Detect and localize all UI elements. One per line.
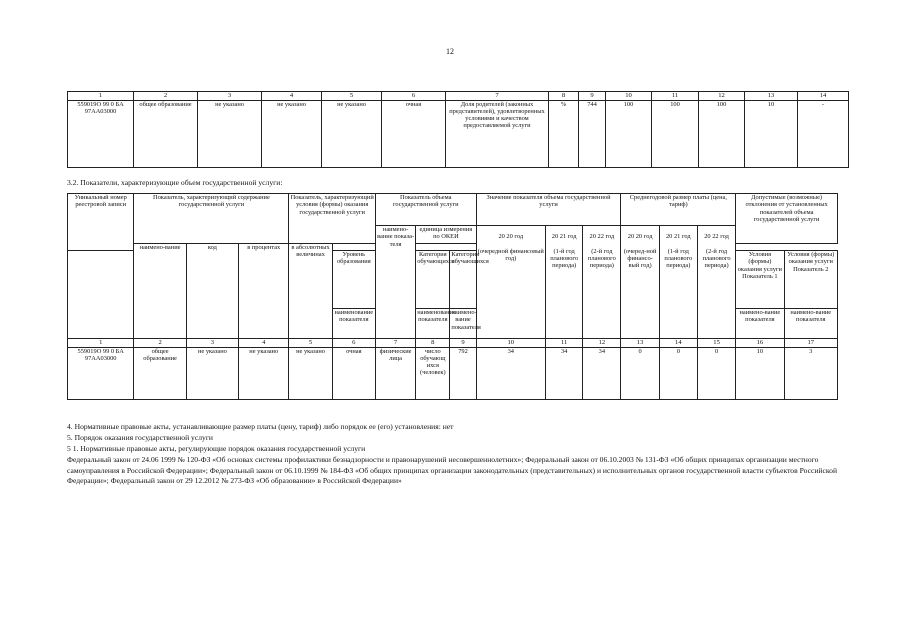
column-number: 5: [289, 339, 332, 348]
column-number: 3: [186, 339, 238, 348]
table-cell: 0: [697, 347, 735, 399]
column-number: 9: [579, 92, 606, 101]
table-cell: Доля родителей (законных представителей), удовлетворенных условиями и качеством предоставляемой услуги: [446, 100, 549, 167]
column-number: 13: [745, 92, 798, 101]
table-cell: общее образование: [134, 347, 186, 399]
header-okei-unit: единица измерения по ОКЕИ: [416, 226, 476, 244]
table-cell: не указано: [186, 347, 238, 399]
column-number: 4: [262, 92, 322, 101]
header-allowed-deviation: Допустимые (возможные) отклонения от установленных показателей объема государственной услуги: [736, 194, 838, 244]
legal-acts-paragraph: Федеральный закон от 24.06 1999 № 120-ФЗ «Об основах системы профилактики безнадзорности и правонарушений несовершеннолетних»; Федеральный закон от 06.10.2003 № 131-ФЗ «Об общих принципах организации местного самоуправления в Российской Федерации»; Федеральный закон от 06.10.1999 № 184-ФЗ «Об общих принципах организации законодательных (представительных) и исполнительных органов государственной власти субъектов Российской Федерации»; Федеральный закон от 29 12.2012 № 273-ФЗ «Об образовании» в Российской Федерации»: [67, 455, 838, 486]
header-content-indicator: Показатель, характеризующий содержание государственной услуги: [134, 194, 289, 244]
table-cell: 792: [450, 347, 476, 399]
header-deviation-absolute: в абсолютных величинах: [289, 244, 332, 339]
header-education-level: Уровень образования: [332, 251, 375, 309]
column-number: 6: [332, 339, 375, 348]
table-cell: 100: [652, 100, 699, 167]
column-number: 14: [659, 339, 697, 348]
section-5-heading: 5. Порядок оказания государственной услуги: [67, 433, 213, 442]
quality-indicators-table: [67, 91, 849, 168]
header-indicator-name-sub: наимено-вание показателя: [450, 309, 476, 339]
column-number: 11: [652, 92, 699, 101]
column-number: 10: [606, 92, 652, 101]
header-unique-number: Уникальный номер реестровой записи: [68, 194, 134, 251]
header-average-price: Среднегодовой размер платы (цена, тариф): [621, 194, 736, 226]
table-cell: не указано: [198, 100, 262, 167]
column-number: 8: [416, 339, 450, 348]
header-indicator-name-sub: наименование показателя: [416, 309, 450, 339]
header-unit-code: код: [186, 244, 238, 339]
table-cell: 559019О 99 0 БА 97АА03000: [68, 347, 134, 399]
header-student-category: Категория обучающихся: [416, 251, 450, 309]
table-cell: 10: [736, 347, 784, 399]
table-cell: 3: [784, 347, 837, 399]
table-cell: 34: [546, 347, 583, 399]
table-cell: 0: [659, 347, 697, 399]
column-number: 7: [446, 92, 549, 101]
header-volume-indicator: Показатель объема государственной услуги: [375, 194, 476, 226]
table-cell: 744: [579, 100, 606, 167]
header-price-year-2020: 20 20 год (очеред-ной финансо-вый год): [621, 226, 659, 339]
header-indicator-name: наимено-вание показа-теля: [375, 226, 415, 339]
table-cell: не указано: [289, 347, 332, 399]
table-cell: не указано: [322, 100, 382, 167]
header-empty: [68, 251, 134, 339]
column-number: 6: [382, 92, 446, 101]
table-row: [68, 347, 838, 399]
column-number: 5: [322, 92, 382, 101]
table-cell: 34: [583, 347, 621, 399]
header-volume-value: Значение показателя объема государственной услуги: [476, 194, 621, 226]
column-number: 14: [798, 92, 849, 101]
column-number-row: [68, 339, 838, 348]
column-number: 1: [68, 339, 134, 348]
column-number-row: [68, 92, 849, 101]
column-number: 12: [699, 92, 745, 101]
header-row: [68, 194, 838, 226]
table-cell: число обучающ ихся (человек): [416, 347, 450, 399]
section-3-2-title: 3.2. Показатели, характеризующие объем государственной услуги:: [67, 178, 283, 187]
column-number: 15: [697, 339, 735, 348]
page-number: 12: [446, 47, 454, 56]
header-year-2020: 20 20 год (очередной финансовый год): [476, 226, 545, 339]
header-condition-2: Условия (формы) оказания услуги Показатель 2: [784, 251, 837, 309]
column-number: 17: [784, 339, 837, 348]
column-number: 2: [134, 92, 198, 101]
column-number: 12: [583, 339, 621, 348]
table-cell: очная: [332, 347, 375, 399]
column-number: 3: [198, 92, 262, 101]
header-student-category: Категория обучающихся: [450, 251, 476, 309]
table-cell: 100: [699, 100, 745, 167]
table-cell: %: [549, 100, 579, 167]
table-cell: не указано: [239, 347, 289, 399]
column-number: 16: [736, 339, 784, 348]
table-cell: 34: [476, 347, 545, 399]
table-cell: 559019О 99 0 БА 97АА03000: [68, 100, 134, 167]
header-conditions-indicator: Показатель, характеризующий условия (формы) оказания государственной услуги: [289, 194, 376, 244]
table-cell: -: [798, 100, 849, 167]
header-indicator-name-sub: наимено-вание показателя: [784, 309, 837, 339]
header-indicator-name-sub: наименование показателя: [332, 309, 375, 339]
table-cell: общее образование: [134, 100, 198, 167]
table-cell: физические лица: [375, 347, 415, 399]
column-number: 4: [239, 339, 289, 348]
header-year-2022: 20 22 год (2-й год планового периода): [583, 226, 621, 339]
volume-indicators-table: [67, 193, 838, 400]
header-condition-1: Условия (формы) оказания услуги Показатель 1: [736, 251, 784, 309]
table-cell: 0: [621, 347, 659, 399]
column-number: 2: [134, 339, 186, 348]
header-unit-name: наимено-вание: [134, 244, 186, 339]
section-4-paragraph: 4. Нормативные правовые акты, устанавливающие размер платы (цену, тариф) либо порядок ее (его) установления: нет: [67, 422, 454, 431]
table-cell: 100: [606, 100, 652, 167]
header-price-year-2021: 20 21 год (1-й год планового периода): [659, 226, 697, 339]
table-cell: очная: [382, 100, 446, 167]
column-number: 11: [546, 339, 583, 348]
header-price-year-2022: 20 22 год (2-й год планового периода): [697, 226, 735, 339]
column-number: 13: [621, 339, 659, 348]
header-year-2021: 20 21 год (1-й год планового периода): [546, 226, 583, 339]
table-cell: не указано: [262, 100, 322, 167]
column-number: 1: [68, 92, 134, 101]
header-indicator-name-sub: наимено-вание показателя: [736, 309, 784, 339]
table-cell: 10: [745, 100, 798, 167]
column-number: 9: [450, 339, 476, 348]
column-number: 8: [549, 92, 579, 101]
column-number: 10: [476, 339, 545, 348]
section-5-1-heading: 5 1. Нормативные правовые акты, регулирующие порядок оказания государственной услуги: [67, 444, 366, 453]
header-deviation-percent: в процентах: [239, 244, 289, 339]
column-number: 7: [375, 339, 415, 348]
table-row: [68, 100, 849, 167]
